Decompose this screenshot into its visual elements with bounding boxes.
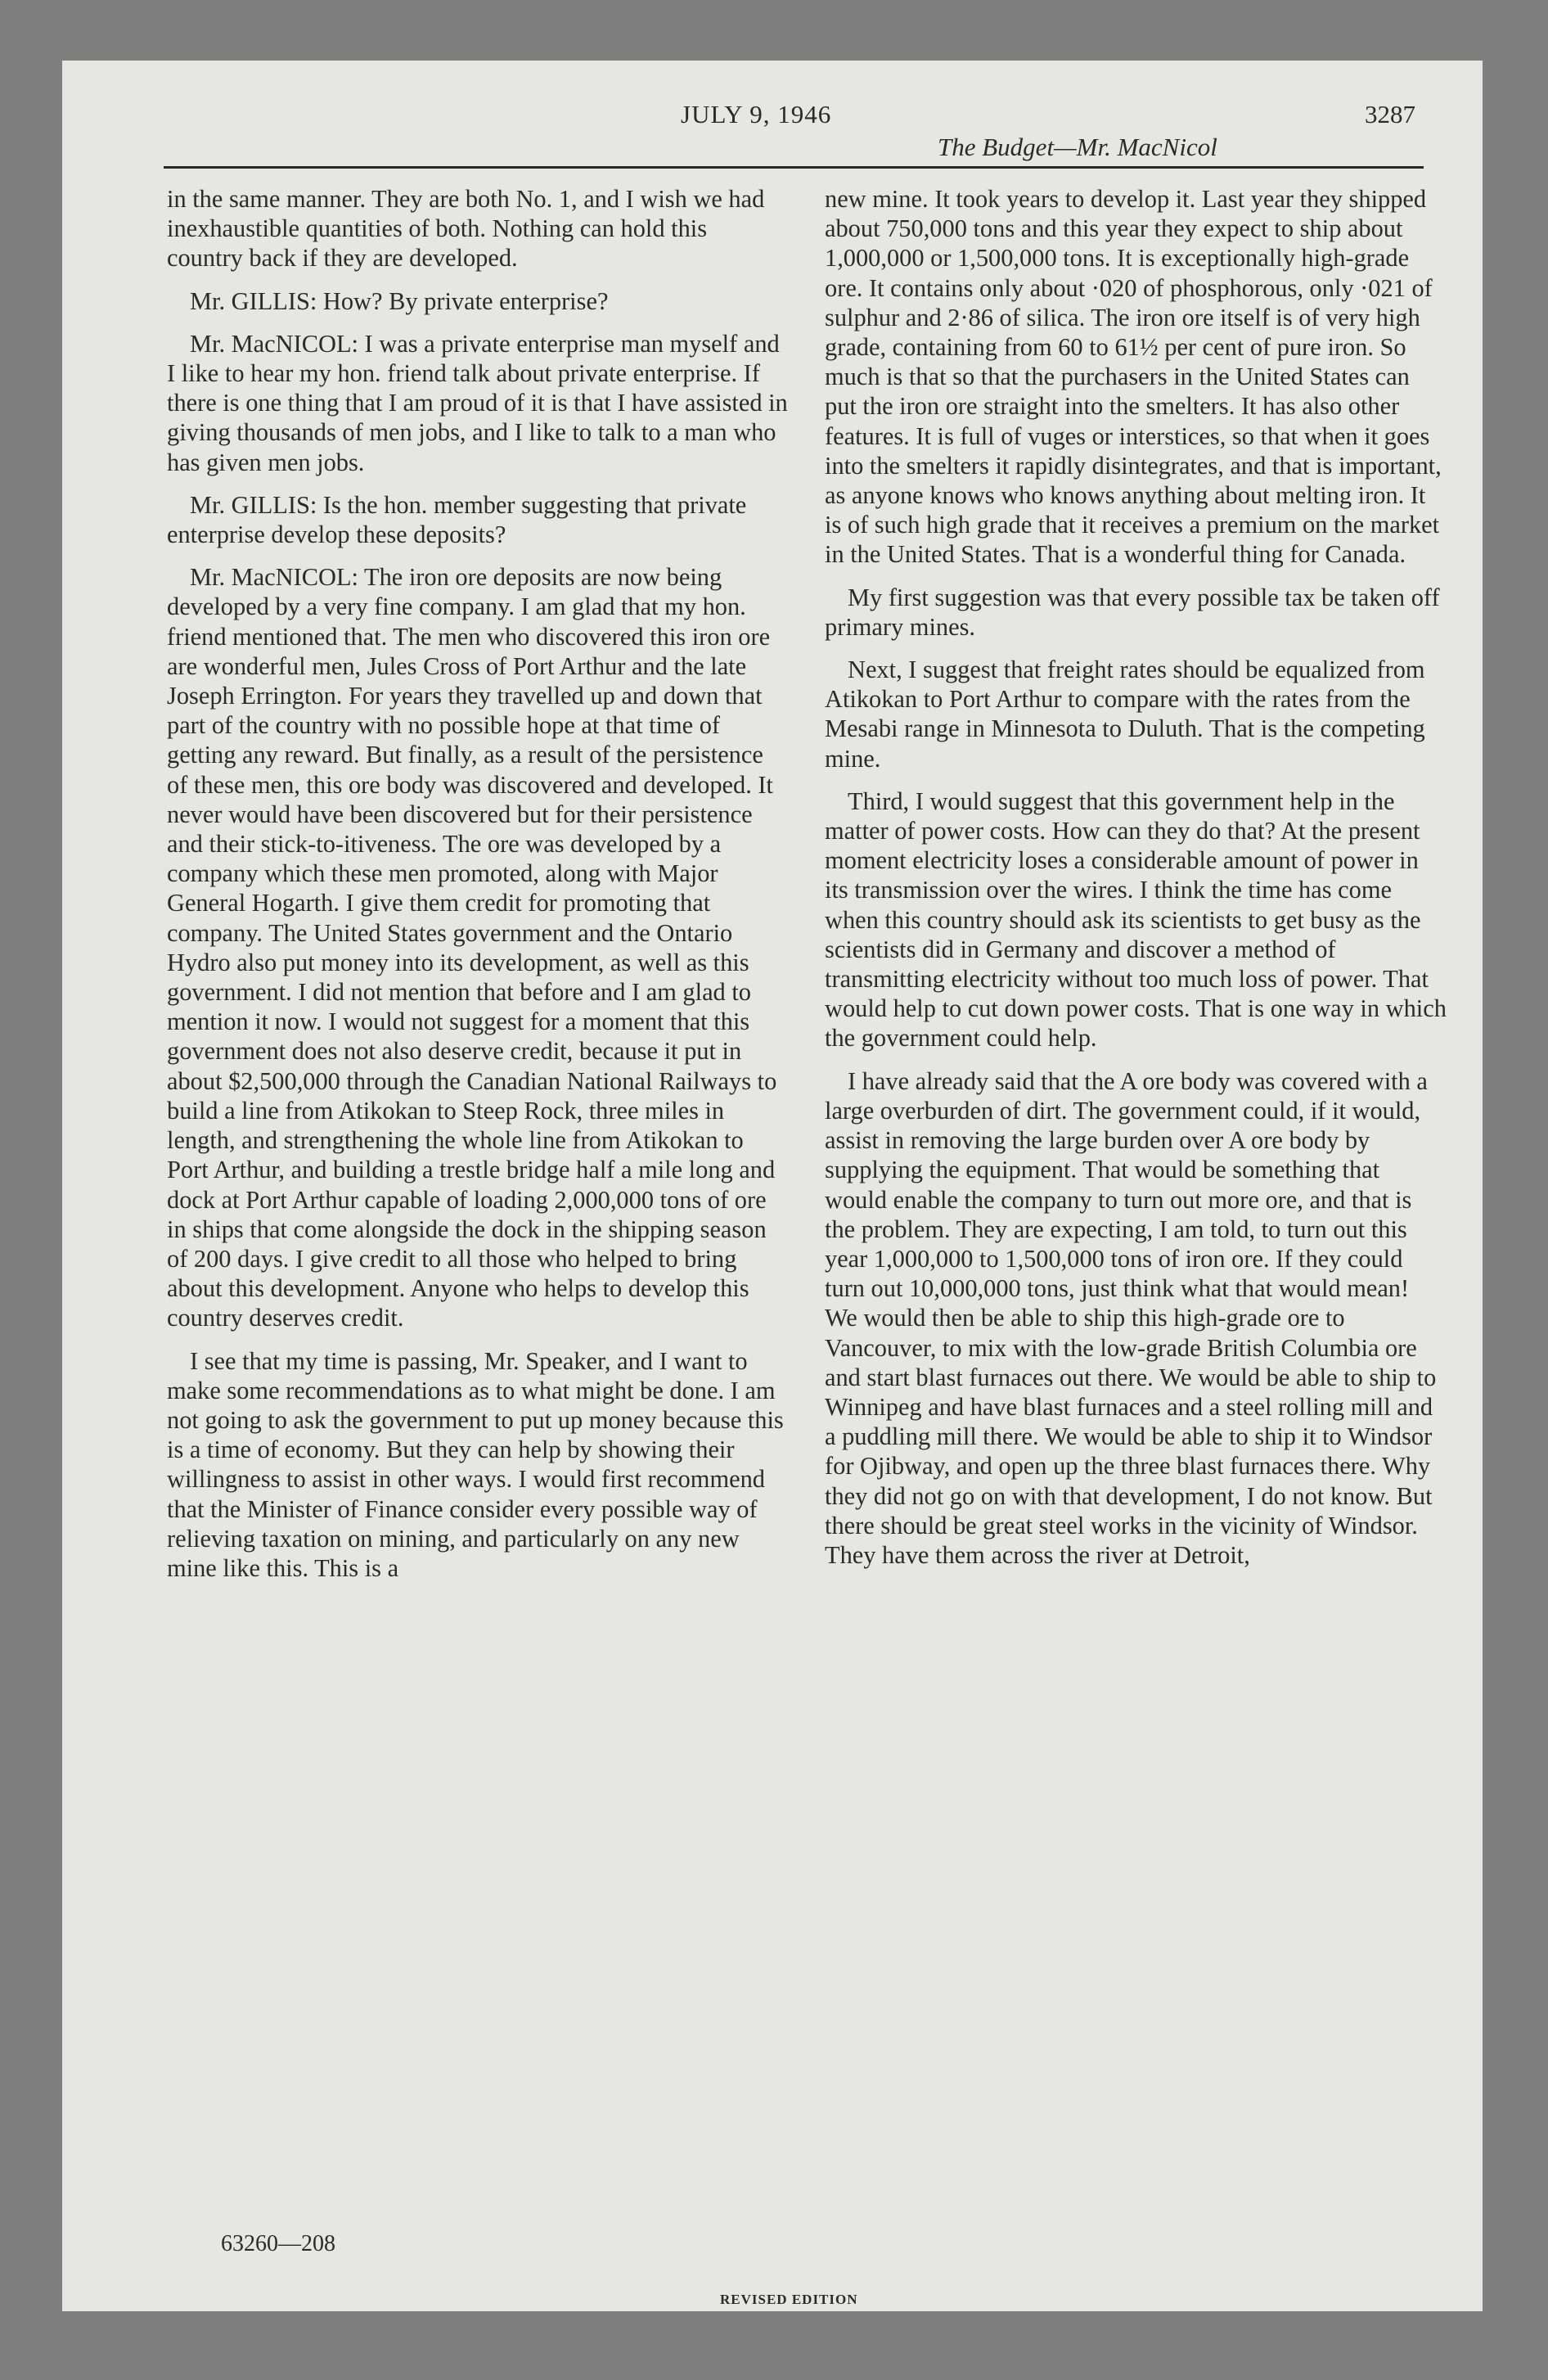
paragraph: new mine. It took years to develop it. Last year they shipped about 750,000 tons and this year they expect to ship about 1,000,000 or 1,500,000 tons. It is exceptionally high-grade ore. It contains only about ·020 of phosphorous, only ·021 of sulphur and 2·86 of silica. The iron ore itself is of very high grade, containing from 60 to 61½ per cent of pure iron. So much is that so that the purchasers in the United States can put the iron ore straight into the smelters. It has also other features. It is full of vuges or interstices, so that when it goes into the smelters it rapidly disintegrates, and that is important, as anyone knows who knows anything about melting iron. It is of such high grade that it receives a premium on the market in the United States. That is a wonderful thing for Canada.	[825, 185, 1442, 569]
paragraph: in the same manner. They are both No. 1, and I wish we had inexhaustible quantities of both. Nothing can hold this country back if they are developed.	[167, 185, 765, 273]
left-column	[167, 184, 789, 1596]
paragraph: Mr. GILLIS: Is the hon. member suggesting that private enterprise develop these deposits?	[167, 490, 747, 549]
paragraph: I have already said that the A ore body was covered with a large overburden of dirt. The government could, if it would, assist in removing the large burden over A ore body by supplying the equipment. That would be something that would enable the company to turn out more ore, and that is the problem. They are expecting, I am told, to turn out this year 1,000,000 to 1,500,000 tons of iron ore. If they could turn out 10,000,000 tons, just think what that would mean! We would then be able to ship this high-grade ore to Vancouver, to mix with the low-grade British Columbia ore and start blast furnaces out there. We would be able to ship to Winnipeg and have blast furnaces and a steel rolling mill and a puddling mill there. We would be able to ship it to Windsor for Ojibway, and open up the three blast furnaces there. Why they did not go on with that development, I do not know. But there should be great steel works in the vicinity of Windsor. They have them across the river at Detroit,	[825, 1066, 1437, 1569]
header-rule	[164, 166, 1424, 169]
paragraph: Mr. GILLIS: How? By private enterprise?	[190, 286, 609, 315]
header-date: JULY 9, 1946	[681, 100, 832, 128]
header-subtitle: The Budget—Mr. MacNicol	[938, 133, 1217, 161]
paragraph: Mr. MacNICOL: The iron ore deposits are now being developed by a very fine company. I am glad that my hon. friend mentioned that. The men who discovered this iron ore are wonderful men, Jules Cross of Port Arthur and the late Joseph Errington. For years they travelled up and down that part of the country with no possible hope at that time of getting any reward. But finally, as a result of the persistence of these men, this ore body was discovered and developed. It never would have been discovered but for their persistence and their stick-to-itiveness. The ore was developed by a company which these men promoted, along with Major General Hogarth. I give them credit for promoting that company. The United States government and the Ontario Hydro also put money into its development, as well as this government. I did not mention that before and I am glad to mention it now. I would not suggest for a moment that this government does not also deserve credit, because it put in about $2,500,000 through the Canadian National Railways to build a line from Atikokan to Steep Rock, three miles in length, and strengthening the whole line from Atikokan to Port Arthur, and building a trestle bridge half a mile long and dock at Port Arthur capable of loading 2,000,000 tons of ore in ships that come alongside the dock in the shipping season of 200 days. I give credit to all those who helped to bring about this development. Anyone who helps to develop this country deserves credit.	[167, 563, 777, 1332]
paragraph: I see that my time is passing, Mr. Speaker, and I want to make some recommendations as to what might be done. I am not going to ask the government to put up money because this is a time of economy. But they can help by showing their willingness to assist in other ways. I would first recommend that the Minister of Finance consider every possible way of relieving taxation on mining, and particularly on any new mine like this. This is a	[167, 1346, 784, 1582]
paragraph: My first suggestion was that every possible tax be taken off primary mines.	[825, 583, 1440, 641]
printer-code: 63260—208	[221, 2231, 335, 2256]
edition-label: REVISED EDITION	[720, 2292, 858, 2307]
right-column	[825, 184, 1447, 1583]
paragraph: Next, I suggest that freight rates should be equalized from Atikokan to Port Arthur to compare with the rates from the Mesabi range in Minnesota to Duluth. That is the competing mine.	[825, 656, 1425, 773]
header-page-number: 3287	[1365, 100, 1415, 128]
paragraph: Mr. MacNICOL: I was a private enterprise man myself and I like to hear my hon. friend talk about private enterprise. If there is one thing that I am proud of it is that I have assisted in giving thousands of men jobs, and I like to talk to a man who has given men jobs.	[167, 329, 788, 476]
paragraph: Third, I would suggest that this government help in the matter of power costs. How can they do that? At the present moment electricity loses a considerable amount of power in its transmission over the wires. I think the time has come when this country should ask its scientists to get busy as the scientists did in Germany and discover a method of transmitting electricity without too much loss of power. That would help to cut down power costs. That is one way in which the government could help.	[825, 787, 1447, 1053]
